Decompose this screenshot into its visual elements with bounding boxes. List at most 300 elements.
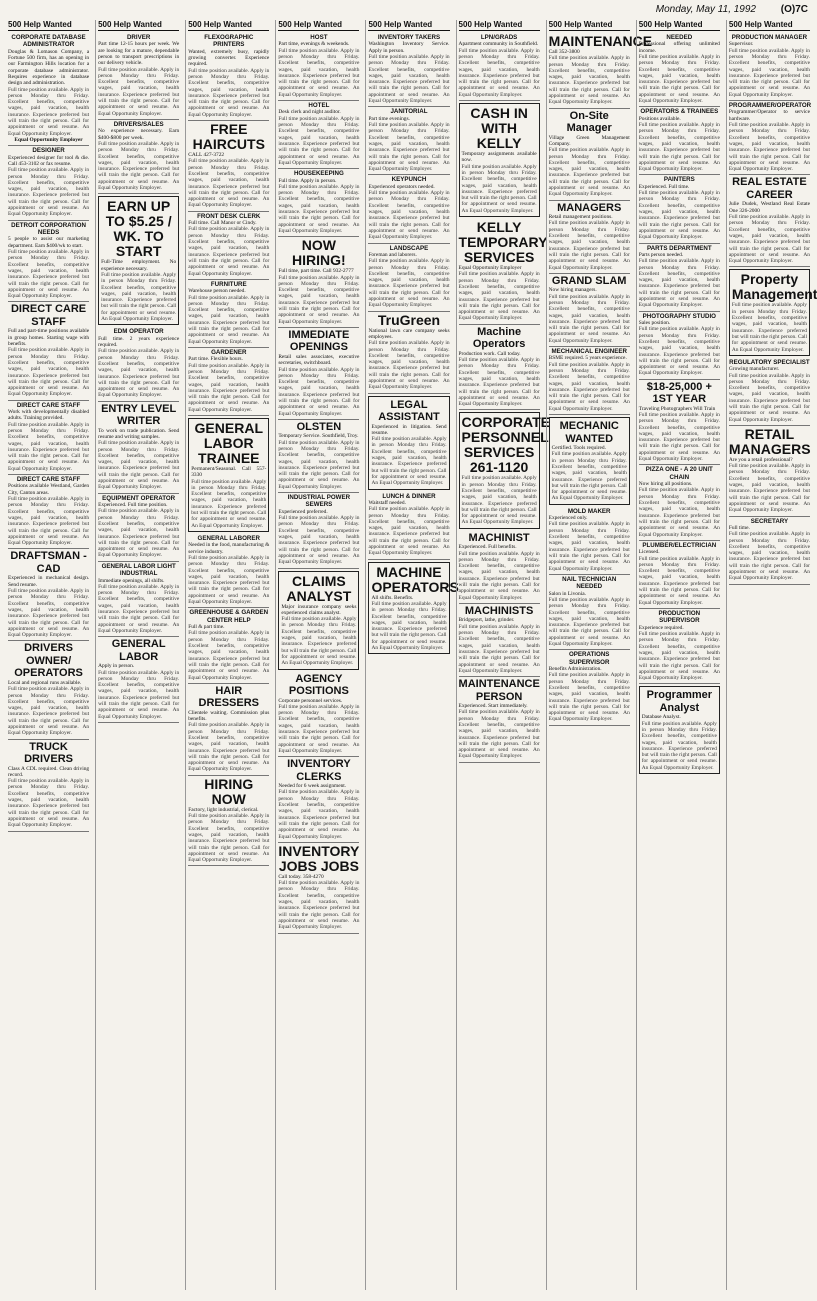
column-heading: 500 Help Wanted — [639, 20, 720, 31]
classified-column — [365, 20, 459, 1290]
ad-body: CALL 427-3722 — [188, 152, 225, 159]
ad-fine-print: Full time position available. Apply in person Monday thru Friday. Excellent benefits, competitive wages, paid vacation, health insurance. Experience preferred but will train the right person. Call for appointment or send resume. An Equal Opportunity Employer. — [368, 258, 450, 309]
ad-fine-print: Full time position available. Apply in person Monday thru Friday. Excellent benefits, competitive wages, paid vacation, health insurance. Experience preferred but will train the right person. Call for appointment or send resume. An Equal Opportunity Employer. — [188, 226, 270, 277]
ad-fine-print: Full time position available. Apply in person Monday thru Friday. Excellent benefits, competitive wages, paid vacation, health insurance. Experience preferred but will train the right person. Call for appointment or send resume. An Equal Opportunity Employer. — [458, 357, 540, 408]
ad-fine-print: Full time position available. Apply in person Monday thru Friday. Excellent benefits, competitive wages, paid vacation, health insurance. Experience preferred but will train the right person. Call for appointment or send resume. An Equal Opportunity Employer. — [728, 47, 810, 98]
classified-ad — [549, 274, 630, 347]
ad-title: OLSTEN — [296, 420, 342, 433]
classified-ad — [459, 531, 540, 604]
classified-ad — [549, 109, 630, 201]
classified-ad — [188, 121, 269, 212]
ad-fine-print: Full time position available. Apply in person Monday thru Friday. Excellent benefits, competitive wages, paid vacation, health insurance. Experience preferred but will train the right person. Call for appointment or send resume. An Equal Opportunity Employer. — [458, 47, 540, 98]
ad-body: Experienced. Start immediately. — [458, 703, 528, 710]
classified-ad — [459, 33, 540, 101]
ad-fine-print: Full time position available. Apply in person Monday thru Friday. Excellent benefits, competitive wages, paid vacation, health insurance. Experience preferred but will train the right person. Call for appointment or send resume. An Equal Opportunity Employer. — [371, 600, 447, 651]
classified-ad — [459, 412, 550, 528]
classified-column — [275, 20, 361, 1290]
classified-ad — [458, 219, 548, 325]
ad-title: MACHINIST — [468, 531, 530, 544]
ad-fine-print: Full time position available. Apply in person Monday thru Friday. Excellent benefits, competitive wages, paid vacation, health insurance. Experience preferred but will train the right person. Call for appointment or send resume. An Equal Opportunity Employer. — [278, 274, 360, 325]
ad-fine-print: Full time position available. Apply in person Monday thru Friday. Excellent benefits, competitive wages, paid vacation, health insurance. Experience preferred but will train the right person. Call for appointment or send resume. An Equal Opportunity Employer. — [98, 66, 180, 117]
ad-title: FRONT DESK CLERK — [197, 212, 261, 220]
classified-ad — [639, 465, 720, 540]
classified-ad — [98, 327, 179, 401]
ad-body: Needed for 6 week assignment. — [278, 783, 347, 790]
classified-ad — [8, 146, 89, 220]
ad-fine-print: Full time position available. Apply in person Monday thru Friday. Excellent benefits, competitive wages, paid vacation, health insurance. Experience preferred but will train the right person. Call for appointment or send resume. An Equal Opportunity Employer. — [638, 555, 720, 606]
classified-ad — [278, 843, 359, 934]
ad-title: OPERATIONS SUPERVISOR — [568, 651, 610, 666]
ad-title: LPN/GRADS — [480, 34, 518, 41]
classified-ad — [368, 107, 449, 175]
ad-title: GARDENER — [211, 348, 247, 356]
ad-fine-print: Full time position available. Apply in person Monday thru Friday. Excellent benefits, competitive wages, paid vacation, health insurance. Experience preferred but will train the right person. Call for appointment or send resume. An Equal Opportunity Employer. — [461, 475, 537, 526]
column-heading: 500 Help Wanted — [729, 20, 810, 31]
classified-column — [726, 20, 817, 1290]
masthead — [0, 0, 816, 22]
ad-title: EDM OPERATOR — [113, 328, 164, 336]
ad-title: GENERAL LABOR TRAINEE — [194, 419, 263, 466]
ad-fine-print: Full time position available. Apply in person Monday thru Friday. Excellent benefits, competitive wages, paid vacation, health insurance. Experience preferred but will train the right person. Call for appointment or send resume. An Equal Opportunity Employer. — [551, 451, 627, 502]
ad-body: Julie Dudek, Westland Real Estate One 326-2000 — [728, 201, 810, 214]
ad-fine-print: Full time position available. Apply in person Monday thru Friday. Excellent benefits, competitive wages, paid vacation, health insurance. Experience preferred but will train the right person. Call for appointment or send resume. An Equal Opportunity Employer. — [278, 439, 360, 490]
ad-fine-print: Full time position available. Apply in person Monday thru Friday. Excellent benefits, competitive wages, paid vacation, health insurance. Experience preferred but will train the right person. Call for appointment or send resume. An Equal Opportunity Employer. — [638, 258, 720, 309]
classified-column — [636, 20, 722, 1290]
ad-title: SECRETARY — [750, 517, 789, 525]
classified-ad — [549, 650, 630, 725]
ad-body: Full time. Call Manor or Cindy. — [188, 220, 257, 227]
ad-fine-print: Full time position available. Apply in person Monday thru Friday. Excellent benefits, competitive wages, paid vacation, health insurance. Experience preferred but will train the right person. Call for appointment or send resume. An Equal Opportunity Employer. — [8, 588, 90, 639]
ad-body: Experienced. Full time position. — [98, 502, 168, 509]
ad-title: CORPORATE DATABASE ADMINISTRATOR — [11, 34, 86, 49]
ad-fine-print: Full time position available. Apply in person Monday thru Friday. Excellent benefits, competitive wages, paid vacation, health insurance. Experience preferred but will train the right person. Call for appointment or send resume. An Equal Opportunity Employer. — [8, 347, 90, 398]
ad-fine-print: Full time position available. Apply in person Monday thru Friday. Excellent benefits, competitive wages, paid vacation, health insurance. Experience preferred but will train the right person. Call for appointment or send resume. An Equal Opportunity Employer. — [8, 249, 90, 300]
classified-ad — [8, 401, 89, 475]
ad-title: NAIL TECHNICIAN NEEDED — [562, 575, 617, 591]
ad-body: Licensed. — [638, 549, 660, 556]
ad-title: MACHINE OPERATORS — [371, 563, 459, 595]
ad-title: FREE HAIRCUTS — [192, 121, 265, 153]
ad-body: Douglas & Lomason Company, a Fortune 500 firm, has an opening in our Farmington Hills location for a corporate database administrator. Requires experience in database design and administration. — [8, 48, 90, 87]
ad-fine-print: Full time position available. Apply in person Monday thru Friday. Excellent benefits, competitive wages, paid vacation, health insurance. Experience preferred but will train the right person. Call for appointment or send resume. An Equal Opportunity Employer. — [368, 340, 450, 391]
ad-fine-print: Full time position available. Apply in person Monday thru Friday. Excellent benefits, competitive wages, paid vacation, health insurance. Experience preferred but will train the right person. Call for appointment or send resume. An Equal Opportunity Employer. — [548, 220, 630, 271]
classified-ad — [548, 33, 653, 109]
ad-title: PARTS DEPARTMENT — [646, 244, 712, 252]
ad-title: HOTEL — [308, 102, 330, 110]
ad-fine-print: Full time position available. Apply in person Monday thru Friday. Excellent benefits, competitive wages, paid vacation, health insurance. Experience preferred but will train the right person. Call for appointment or send resume. An Equal Opportunity Employer. — [458, 550, 540, 601]
ad-fine-print: Full time position available. Apply in person Monday thru Friday. Excellent benefits, competitive wages, paid vacation, health insurance. Experience preferred but will train the right person. Call for appointment or send resume. An Equal Opportunity Employer. — [461, 163, 537, 214]
ad-fine-print: Full time position available. Apply in person Monday thru Friday. Excellent benefits, competitive wages, paid vacation, health insurance. Experience preferred but will train the right person. Call for appointment or send resume. An Equal Opportunity Employer. — [98, 348, 180, 399]
column-heading: 500 Help Wanted — [368, 20, 449, 31]
ad-title: DESIGNER — [32, 147, 65, 155]
ad-body: Factory, light industrial, clerical. — [188, 806, 259, 813]
classified-ad — [549, 417, 630, 505]
ad-body: Work with developmentally disabled adults. Training provided. — [8, 409, 90, 422]
ad-fine-print: Full time position available. Apply in person Monday thru Friday. Excellent benefits, competitive wages, paid vacation, health insurance. Experience preferred but will train the right person. Call for appointment or send resume. An Equal Opportunity Employer. — [98, 669, 180, 720]
ad-fine-print: Full time position available. Apply in person Monday thru Friday. Excellent benefits, competitive wages, paid vacation, health insurance. Experience preferred but will train the right person. Call for appointment or send resume. An Equal Opportunity Employer. — [368, 506, 450, 557]
ad-body: Foreman and laborers. — [368, 251, 417, 258]
ad-body: Major insurance company seeks experienced claims analyst. — [281, 603, 357, 616]
ad-title: PROGRAMMER/OPERATOR — [728, 102, 812, 110]
ad-body: Full time, part time. Call 932-2777 — [278, 268, 354, 275]
ad-title: CLAIMS ANALYST — [286, 572, 352, 604]
column-heading: 500 Help Wanted — [8, 20, 89, 31]
ad-fine-print: Full time position available. Apply in person Monday thru Friday. Excellent benefits, competitive wages, paid vacation, health insurance. Experience preferred but will train the right person. Call for appointment or send resume. An Equal Opportunity Employer. — [278, 47, 360, 98]
classified-ad — [639, 107, 720, 175]
ad-fine-print: Full time position available. Apply in person Monday thru Friday. Excellent benefits, competitive wages, paid vacation, health insurance. Experience preferred but will train the right person. Call for appointment or send resume. An Equal Opportunity Employer. — [8, 778, 90, 829]
ad-title: OPERATORS & TRAINEES — [640, 108, 719, 116]
column-heading: 500 Help Wanted — [98, 20, 179, 31]
ad-body: Full time. — [728, 524, 750, 531]
ad-fine-print: Full time position available. Apply in person Monday thru Friday. Excellent benefits, competitive wages, paid vacation, health insurance. Experience preferred but will train the right person. Call for appointment or send resume. An Equal Opportunity Employer. — [8, 86, 90, 137]
ad-body: Supervisor. — [728, 41, 754, 48]
ad-body: Benefits Administration. — [548, 666, 602, 673]
classified-ad — [549, 347, 630, 415]
ad-body: Full-Time employment. No experience necessary. — [101, 259, 177, 272]
classified-ad — [459, 103, 540, 217]
classified-column — [6, 20, 91, 1290]
ad-body: Salon in Livonia. — [548, 590, 586, 597]
ad-fine-print: Full time position available. Apply in person Monday thru Friday. Excellent benefits, competitive wages, paid vacation, health insurance. Experience preferred but will train the right person. Call for appointment or send resume. An Equal Opportunity Employer. — [188, 630, 270, 681]
classified-ad — [98, 120, 179, 194]
ad-title: AGENCY POSITIONS — [288, 672, 349, 697]
ad-fine-print: Full time position available. Apply in person Monday thru Friday. Excellent benefits, competitive wages, paid vacation, health insurance. Experience preferred but will train the right person. Call for appointment or send resume. An Equal Opportunity Employer. — [548, 521, 630, 572]
classified-ad — [639, 244, 720, 312]
ad-body: Corporate personnel services. — [278, 697, 343, 704]
classified-columns — [6, 20, 817, 1290]
ad-body: Class A CDL required. Clean driving record. — [8, 765, 90, 778]
ad-fine-print: Full time position available. Apply in person Monday thru Friday. Excellent benefits, competitive wages, paid vacation, health insurance. Experience preferred but will train the right person. Call for appointment or send resume. An Equal Opportunity Employer. — [368, 190, 450, 241]
ad-body: Full & part time. — [188, 624, 225, 631]
ad-title: MAINTENANCE — [548, 33, 653, 49]
ad-title: GENERAL LABOR LIGHT INDUSTRIAL — [101, 562, 176, 578]
classified-ad — [639, 312, 720, 380]
ad-body: Experienced only. — [548, 515, 588, 522]
classified-ad — [8, 641, 89, 739]
ad-body: National lawn care company seeks employees. — [368, 327, 450, 340]
ad-fine-print: Full time position available. Apply in person Monday thru Friday. Excellent benefits, competitive wages, paid vacation, health insurance. Experience preferred but will train the right person. Call for appointment or send resume. An Equal Opportunity Employer. — [278, 366, 360, 417]
page-number: (O)7C — [780, 4, 808, 15]
classified-ad — [98, 402, 179, 494]
ad-title: PRODUCTION SUPERVISOR — [658, 609, 701, 625]
ad-fine-print: Full time position available. Apply in person Monday thru Friday. Excellent benefits, competitive wages, paid vacation, health insurance. Experience preferred but will train the right person. Call for appointment or send resume. An Equal Opportunity Employer. — [548, 55, 630, 106]
ad-fine-print: Full time position available. Apply in person Monday thru Friday. Excellent benefits, competitive wages, paid vacation, health insurance. Experience preferred but will train the right person. Call for appointment or send resume. An Equal Opportunity Employer. — [278, 789, 360, 840]
ad-body: Retail sales associates, executive secretaries, switchboard. — [278, 353, 360, 367]
classified-ad — [8, 549, 89, 641]
classified-ad — [639, 609, 720, 684]
classified-ad — [729, 269, 817, 355]
ad-body: Certified. Tools required. — [551, 445, 606, 452]
ad-body: Local and regional runs available. — [8, 679, 82, 686]
ad-title: INVENTORY JOBS JOBS — [278, 842, 360, 874]
ad-title: TruGreen — [377, 311, 441, 328]
ad-body: Full time. 2 years experience required. — [98, 335, 180, 349]
classified-column — [95, 20, 181, 1290]
ad-title: Property Management — [731, 271, 817, 303]
classified-ad — [8, 475, 89, 549]
ad-fine-print: Full time position available. Apply in person Monday thru Friday. Excellent benefits, competitive wages, paid vacation, health insurance. Experience preferred but will train the right person. Call for appointment or send resume. An Equal Opportunity Employer. — [638, 190, 720, 241]
ad-body: Experienced operators needed. — [368, 183, 435, 190]
classified-ad — [639, 175, 720, 243]
ad-title: FLEXOGRAPHIC PRINTERS — [204, 34, 254, 49]
ad-body: Part time. Flexible hours. — [188, 356, 243, 363]
ad-title: HIRING NOW — [204, 775, 254, 807]
ad-fine-print: Full time position available. Apply in person Monday thru Friday. Excellent benefits, competitive wages, paid vacation, health insurance. Experience preferred but will train the right person. Call for appointment or send resume. An Equal Opportunity Employer. — [98, 583, 180, 634]
issue-date: Monday, May 11, 1992 — [655, 4, 756, 15]
ad-fine-print: Full time position available. Apply in person Monday thru Friday. Excellent benefits, competitive wages, paid vacation, health insurance. Experience preferred but will train the right person. Call for appointment or send resume. An Equal Opportunity Employer. — [371, 436, 447, 487]
classified-ad — [368, 492, 449, 560]
ad-title: KEYPUNCH — [391, 176, 427, 184]
classified-ad — [639, 541, 720, 609]
ad-body: Permanent/Seasonal. Call 557-3330 — [191, 465, 267, 479]
ad-body: Full and part-time positions available in group homes. Starting wage with benefits. — [8, 328, 90, 348]
ad-title: On-Site Manager — [566, 109, 612, 135]
ad-title: Programmer Analyst — [646, 689, 713, 714]
ad-title: REAL ESTATE CAREER — [732, 176, 807, 201]
ad-fine-print: Full time position available. Apply in person Monday thru Friday. Excellent benefits, competitive wages, paid vacation, health insurance. Experience preferred but will train the right person. Call for appointment or send resume. An Equal Opportunity Employer. — [458, 623, 540, 674]
classified-ad — [368, 244, 449, 312]
ad-fine-print: Full time position available. Apply in person Monday thru Friday. Excellent benefits, competitive wages, paid vacation, health insurance. Experience preferred but will train the right person. Call for appointment or send resume. An Equal Opportunity Employer. — [731, 302, 807, 353]
ad-body: Experienced preferred. — [278, 508, 328, 515]
ad-fine-print: Full time position available. Apply in person Monday thru Friday. Excellent benefits, competitive wages, paid vacation, health insurance. Experience preferred but will train the right person. Call for appointment or send resume. An Equal Opportunity Employer. — [188, 294, 270, 345]
ad-title: LUNCH & DINNER — [382, 492, 436, 500]
classified-ad — [188, 348, 269, 416]
ad-body: Apartment community in Southfield. — [458, 41, 539, 48]
classified-ad — [188, 212, 269, 280]
ad-body: Waitstaff needed. — [368, 499, 406, 506]
ad-body: Equal Opportunity Employer — [458, 265, 522, 272]
ad-title: CASH IN WITH KELLY — [470, 105, 528, 152]
ad-body: Retail management positions. — [548, 214, 613, 221]
classified-ad — [98, 637, 179, 723]
ad-title: MACHINISTS — [464, 604, 534, 617]
ad-title: REGULATORY SPECIALIST — [729, 358, 810, 366]
classified-ad — [98, 196, 179, 325]
classified-ad — [188, 608, 269, 683]
ad-body: Needed in the food, manufacturing & service industry. — [188, 542, 270, 555]
ad-title: LEGAL ASSISTANT — [378, 398, 440, 424]
ad-title: MECHANICAL ENGINEER — [551, 347, 627, 355]
ad-body: Experienced in mechanical design. Send resume. — [8, 575, 90, 588]
ad-body: Now hiring managers. — [548, 287, 597, 294]
ad-title: ENTRY LEVEL WRITER — [101, 402, 177, 428]
ad-title: EQUIPMENT OPERATOR — [102, 494, 176, 502]
classified-ad — [368, 33, 449, 107]
ad-body: Experienced. Full benefits. — [458, 544, 517, 551]
ad-fine-print: Full time position available. Apply in person Monday thru Friday. Excellent benefits, competitive wages, paid vacation, health insurance. Experience preferred but will train the right person. Call for appointment or send resume. An Equal Opportunity Employer. — [728, 463, 810, 514]
ad-footer: Equal Opportunity Employer — [14, 136, 83, 143]
ad-body: Experienced in litigation. Send resume. — [371, 423, 447, 436]
classified-ad — [8, 302, 89, 400]
ad-body: Part time 12-15 hours per week. We are looking for a mature, dependable person to transport prescriptions in our delivery vehicle. — [98, 41, 180, 67]
ad-fine-print: Full time position available. Apply in person Monday thru Friday. Excellent benefits, competitive wages, paid vacation, health insurance. Experience preferred but will train the right person. Call for appointment or send resume. An Equal Opportunity Employer. — [8, 421, 90, 472]
ad-title: MANAGERS — [557, 201, 622, 214]
classified-ad — [188, 684, 269, 776]
classified-ad — [8, 221, 89, 303]
classified-ad — [459, 677, 540, 763]
classified-ad — [639, 33, 720, 107]
ad-body: Growing manufacturer. — [728, 366, 780, 373]
ad-fine-print: Full time position available. Apply in person Monday thru Friday. Excellent benefits, competitive wages, paid vacation, health insurance. Experience preferred but will train the right person. Call for appointment or send resume. An Equal Opportunity Employer. — [278, 515, 360, 566]
ad-body: To work on trade publication. Send resume and writing samples. — [98, 427, 180, 440]
ad-fine-print: Full time position available. Apply in person Monday thru Friday. Excellent benefits, competitive wages, paid vacation, health insurance. Experience preferred but will train the right person. Call for appointment or send resume. An Equal Opportunity Employer. — [8, 496, 90, 547]
classified-ad — [278, 169, 359, 237]
ad-body: Immediate openings, all shifts. — [98, 577, 165, 584]
ad-title: HOST — [310, 34, 328, 41]
classified-ad — [188, 534, 269, 608]
ad-title: TRUCK DRIVERS — [24, 740, 73, 766]
ad-title: DIRECT CARE STAFF — [10, 303, 87, 328]
ad-fine-print: Full time position available. Apply in person Monday thru Friday. Excellent benefits, competitive wages, paid vacation, health insurance. Experience preferred but will train the right person. Call for appointment or send resume. An Equal Opportunity Employer. — [641, 720, 717, 771]
ad-body: Clientele waiting. Commission plus benefits. — [188, 709, 270, 723]
classified-ad — [278, 328, 359, 420]
ad-body: Washington Inventory Service. Apply in person. — [368, 41, 450, 54]
ad-title: FURNITURE — [210, 280, 247, 288]
ad-title: GENERAL LABOR — [111, 638, 166, 663]
ad-fine-print: Full time position available. Apply in person Monday thru Friday. Excellent benefits, competitive wages, paid vacation, health insurance. Experience preferred but will train the right person. Call for appointment or send resume. An Equal Opportunity Employer. — [188, 813, 270, 864]
classified-ad — [278, 237, 359, 328]
ad-fine-print: Full time position available. Apply in person Monday thru Friday. Excellent benefits, competitive wages, paid vacation, health insurance. Experience preferred but will train the right person. Call for appointment or send resume. An Equal Opportunity Employer. — [728, 122, 810, 173]
ad-title: $18-25,000 + 1ST YEAR — [646, 380, 712, 406]
ad-body: Call today. 358-4270 — [278, 873, 324, 880]
ad-title: LANDSCAPE — [389, 244, 429, 252]
ad-fine-print: Full time position available. Apply in person Monday thru Friday. Excellent benefits, competitive wages, paid vacation, health insurance. Experience preferred but will train the right person. Call for appointment or send resume. An Equal Opportunity Employer. — [281, 616, 357, 667]
ad-fine-print: Full time position available. Apply in person Monday thru Friday. Excellent benefits, competitive wages, paid vacation, health insurance. Experience preferred but will train the right person. Call for appointment or send resume. An Equal Opportunity Employer. — [638, 631, 720, 682]
ad-fine-print: Full time position available. Apply in person Monday thru Friday. Excellent benefits, competitive wages, paid vacation, health insurance. Experience preferred but will train the right person. Call for appointment or send resume. An Equal Opportunity Employer. — [728, 372, 810, 423]
ad-body: Positions available. — [638, 115, 681, 122]
classified-column — [456, 20, 550, 1290]
ad-fine-print: Full time position available. Apply in person Monday thru Friday. Excellent benefits, competitive wages, paid vacation, health insurance. Experience preferred but will train the right person. Call for appointment or send resume. An Equal Opportunity Employer. — [278, 115, 360, 166]
ad-fine-print: Full time position available. Apply in person Monday thru Friday. Excellent benefits, competitive wages, paid vacation, health insurance. Experience preferred but will train the right person. Call for appointment or send resume. An Equal Opportunity Employer. — [548, 672, 630, 723]
ad-body: All shifts. Benefits. — [371, 594, 414, 601]
classified-ad — [188, 776, 269, 867]
ad-title: PLUMBER/ELECTRICIAN — [642, 541, 717, 549]
ad-body: Professional offering unlimited income. — [638, 41, 720, 54]
ad-fine-print: Full time position available. Apply in person Monday thru Friday. Excellent benefits, competitive wages, paid vacation, health insurance. Experience preferred but will train the right person. Call for appointment or send resume. An Equal Opportunity Employer. — [368, 54, 450, 105]
classified-ad — [459, 325, 540, 411]
ad-title: PHOTOGRAPHY STUDIO — [642, 312, 716, 320]
classified-ad — [278, 420, 359, 493]
ad-fine-print: Full time position available. Apply in person Monday thru Friday. Excellent benefits, competitive wages, paid vacation, health insurance. Experience preferred but will train the right person. Call for appointment or send resume. An Equal Opportunity Employer. — [188, 362, 270, 413]
classified-ad — [549, 575, 630, 650]
ad-body: Sales position. — [638, 320, 671, 327]
ad-body: Part time, evenings & weekends. — [278, 41, 350, 48]
classified-ad — [459, 604, 540, 677]
ad-title: MAINTENANCE PERSON — [458, 678, 540, 703]
ad-title: HAIR DRESSERS — [198, 684, 260, 710]
ad-body: Apply in person. — [98, 663, 135, 670]
ad-title: PAINTERS — [663, 176, 695, 184]
classified-ad — [8, 33, 89, 146]
ad-title: RETAIL MANAGERS — [728, 425, 811, 457]
ad-fine-print: Full time position available. Apply in person Monday thru Friday. Excellent benefits, competitive wages, paid vacation, health insurance. Experience preferred but will train the right person. Call for appointment or send resume. An Equal Opportunity Employer. — [278, 183, 360, 234]
ad-fine-print: Full time position available. Apply in person Monday thru Friday. Excellent benefits, competitive wages, paid vacation, health insurance. Experience preferred but will train the right person. Call for appointment or send resume. An Equal Opportunity Employer. — [188, 67, 270, 118]
ad-title: INVENTORY CLERKS — [287, 758, 351, 783]
column-heading: 500 Help Wanted — [188, 20, 269, 31]
ad-fine-print: Full time position available. Apply in person Monday thru Friday. Excellent benefits, competitive wages, paid vacation, health insurance. Experience preferred but will train the right person. Call for appointment or send resume. An Equal Opportunity Employer. — [101, 271, 177, 323]
column-heading: 500 Help Wanted — [278, 20, 359, 31]
ad-title: HOUSEKEEPING — [293, 170, 344, 178]
classified-ad — [549, 507, 630, 575]
classified-ad — [368, 312, 449, 394]
classified-ad — [368, 396, 449, 490]
ad-title: DIRECT CARE STAFF — [16, 476, 81, 484]
ad-fine-print: Full time position available. Apply in person Monday thru Friday. Excellent benefits, competitive wages, paid vacation, health insurance. Experience preferred but will train the right person. Call for appointment or send resume. An Equal Opportunity Employer. — [638, 54, 720, 105]
ad-fine-print: Full time position available. Apply in person Monday thru Friday. Excellent benefits, competitive wages, paid vacation, health insurance. Experience preferred but will train the right person. Call for appointment or send resume. An Equal Opportunity Employer. — [98, 508, 180, 559]
ad-body: Database Analyst. — [641, 714, 681, 721]
ad-fine-print: Full time position available. Apply in person Monday thru Friday. Excellent benefits, competitive wages, paid vacation, health insurance. Experience preferred but will train the right person. Call for appointment or send resume. An Equal Opportunity Employer. — [728, 531, 810, 582]
ad-fine-print: Full time position available. Apply in person Monday thru Friday. Excellent benefits, competitive wages, paid vacation, health insurance. Experience preferred but will train the right person. Call for appointment or send resume. An Equal Opportunity Employer. — [638, 487, 720, 538]
classified-ad — [639, 686, 720, 774]
ad-fine-print: Full time position available. Apply in person Monday thru Friday. Excellent benefits, competitive wages, paid vacation, health insurance. Experience preferred but will train the right person. Call for appointment or send resume. An Equal Opportunity Employer. — [188, 158, 270, 209]
classified-ad — [278, 757, 359, 843]
ad-title: IMMEDIATE OPENINGS — [288, 328, 350, 354]
classified-ad — [639, 380, 720, 466]
ad-title: DRIVER — [126, 34, 151, 41]
ad-fine-print: Full time position available. Apply in person Monday thru Friday. Excellent benefits, competitive wages, paid vacation, health insurance. Experience preferred but will train the right person. Call for appointment or send resume. An Equal Opportunity Employer. — [98, 440, 180, 491]
ad-fine-print: Full time position available. Apply in person Monday thru Friday. Excellent benefits, competitive wages, paid vacation, health insurance. Experience preferred but will train the right person. Call for appointment or send resume. An Equal Opportunity Employer. — [548, 147, 630, 198]
classified-ad — [368, 175, 449, 243]
ad-body: Experienced designer for tool & die. Call 453-3102 or fax resume. — [8, 154, 90, 167]
ad-title: INVENTORY TAKERS — [377, 34, 441, 41]
ad-fine-print: Full time position available. Apply in person Monday thru Friday. Excellent benefits, competitive wages, paid vacation, health insurance. Experience preferred but will train the right person. Call for appointment or send resume. An Equal Opportunity Employer. — [458, 271, 540, 322]
classified-ad — [188, 418, 269, 532]
ad-body: Now hiring all positions. — [638, 481, 693, 488]
ad-title: MECHANIC WANTED — [559, 420, 619, 445]
column-heading: 500 Help Wanted — [459, 20, 540, 31]
ad-fine-print: Full time position available. Apply in person Monday thru Friday. Excellent benefits, competitive wages, paid vacation, health insurance. Experience preferred but will train the right person. Call for appointment or send resume. An Equal Opportunity Employer. — [8, 167, 90, 218]
ad-body: Positions available Westland, Garden City, Canton areas. — [8, 483, 90, 496]
ad-title: NEEDED — [666, 34, 693, 41]
classified-ad — [278, 672, 359, 758]
ad-body: Temporary Service. Southfield, Troy. — [278, 433, 359, 440]
ad-fine-print: Full time position available. Apply in person Monday thru Friday. Excellent benefits, competitive wages, paid vacation, health insurance. Experience preferred but will train the right person. Call for appointment or send resume. An Equal Opportunity Employer. — [278, 880, 360, 931]
ad-title: DRIVERS OWNER/ OPERATORS — [14, 642, 83, 680]
ad-title: MOLD MAKER — [567, 507, 611, 515]
ad-body: Full time. Apply in person. — [278, 177, 337, 184]
classified-ad — [729, 426, 810, 517]
ad-body: Call 352-3800 — [548, 49, 580, 55]
classified-ad — [98, 562, 179, 637]
ad-fine-print: Full time position available. Apply in person Monday thru Friday. Excellent benefits, competitive wages, paid vacation, health insurance. Experience preferred but will train the right person. Call for appointment or send resume. An Equal Opportunity Employer. — [368, 122, 450, 173]
classified-ad — [188, 33, 269, 121]
column-heading: 500 Help Wanted — [549, 20, 630, 31]
classified-ad — [729, 33, 810, 101]
classified-ad — [549, 201, 630, 274]
ad-fine-print: Full time position available. Apply in person Monday thru Friday. Excellent benefits, competitive wages, paid vacation, health insurance. Experience preferred but will train the right person. Call for appointment or send resume. An Equal Opportunity Employer. — [638, 122, 720, 173]
classified-ad — [278, 493, 359, 568]
ad-body: Are you a retail professional? — [728, 456, 793, 463]
classified-ad — [188, 280, 269, 348]
ad-title: DRIVERS/SALES — [113, 120, 164, 128]
ad-body: Part time evenings. — [368, 115, 410, 122]
ad-fine-print: Full time position available. Apply in person Monday thru Friday. Excellent benefits, competitive wages, paid vacation, health insurance. Experience preferred but will train the right person. Call for appointment or send resume. An Equal Opportunity Employer. — [638, 326, 720, 377]
ad-body: Traveling Photographers Will Train — [638, 405, 716, 412]
classified-ad — [278, 101, 359, 169]
classified-ad — [278, 571, 359, 670]
ad-body: Experience required. — [638, 624, 684, 631]
ad-fine-print: Full time position available. Apply in person Monday thru Friday. Excellent benefits, competitive wages, paid vacation, health insurance. Experience preferred but will train the right person. Call for appointment or send resume. An Equal Opportunity Employer. — [638, 411, 720, 463]
ad-body: Wanted, extremely busy, rapidly growing converter. Experience required. — [188, 48, 270, 68]
ad-body: BSME required. 5 years experience. — [548, 355, 627, 362]
classified-ad — [729, 101, 810, 175]
ad-body: Warehouse person needed. — [188, 288, 246, 295]
classified-ad — [729, 358, 810, 426]
ad-title: DETROIT CORPORATION NEEDS — [11, 221, 86, 237]
classified-ad — [729, 517, 810, 585]
classified-ad — [368, 562, 459, 655]
ad-fine-print: Full time position available. Apply in person Monday thru Friday. Excellent benefits, competitive wages, paid vacation, health insurance. Experience preferred but will train the right person. Call for appointment or send resume. An Equal Opportunity Employer. — [98, 140, 180, 192]
